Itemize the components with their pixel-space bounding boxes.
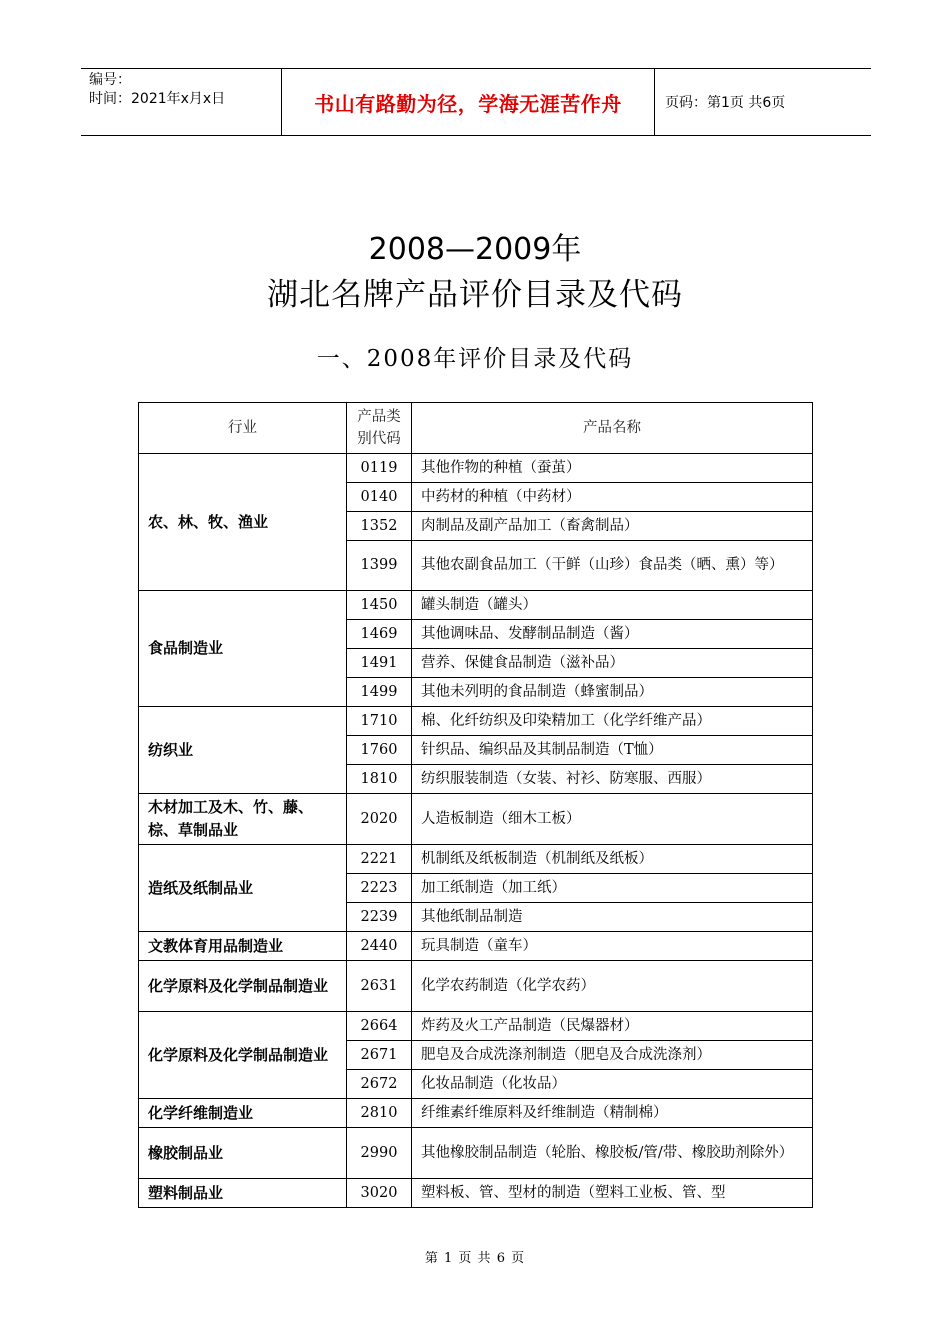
product-name-cell: 化学农药制造（化学农药） <box>412 961 813 1012</box>
industry-cell: 化学纤维制造业 <box>139 1099 347 1128</box>
industry-cell: 食品制造业 <box>139 591 347 707</box>
table-row <box>139 454 813 483</box>
title-years: 2008—2009年 <box>368 232 582 267</box>
industry-cell: 造纸及纸制品业 <box>139 845 347 932</box>
product-code-cell: 1810 <box>347 765 412 794</box>
product-name-cell: 肥皂及合成洗涤剂制造（肥皂及合成洗涤剂） <box>412 1041 813 1070</box>
product-code-cell: 2020 <box>347 794 412 845</box>
product-name-cell: 针织品、编织品及其制品制造（T恤） <box>412 736 813 765</box>
document-header <box>81 68 871 136</box>
table-row <box>139 932 813 961</box>
product-catalog-table <box>138 402 813 1208</box>
product-code-cell: 0140 <box>347 483 412 512</box>
product-name-cell: 棉、化纤纺织及印染精加工（化学纤维产品） <box>412 707 813 736</box>
product-code-cell: 1491 <box>347 649 412 678</box>
product-code-cell: 1450 <box>347 591 412 620</box>
product-name-cell: 其他调味品、发酵制品制造（酱） <box>412 620 813 649</box>
product-code-cell: 2672 <box>347 1070 412 1099</box>
product-name-cell: 塑料板、管、型材的制造（塑料工业板、管、型 <box>412 1179 813 1208</box>
product-name-cell: 纤维素纤维原料及纤维制造（精制棉） <box>412 1099 813 1128</box>
table-row <box>139 591 813 620</box>
table-row <box>139 961 813 1012</box>
product-code-cell: 2671 <box>347 1041 412 1070</box>
column-header-product: 产品名称 <box>412 403 813 454</box>
table-row <box>139 1179 813 1208</box>
page-footer: 第 1 页 共 6 页 <box>424 1251 526 1266</box>
product-name-cell: 中药材的种植（中药材） <box>412 483 813 512</box>
product-name-cell: 加工纸制造（加工纸） <box>412 874 813 903</box>
industry-cell: 塑料制品业 <box>139 1179 347 1208</box>
industry-cell: 纺织业 <box>139 707 347 794</box>
product-code-cell: 2239 <box>347 903 412 932</box>
product-code-cell: 0119 <box>347 454 412 483</box>
document-time-label: 时间：2021年x月x日 <box>89 91 226 107</box>
product-code-cell: 2990 <box>347 1128 412 1179</box>
document-number-label: 编号： <box>89 72 131 88</box>
header-slogan: 书山有路勤为径，学海无涯苦作舟 <box>314 91 622 116</box>
product-name-cell: 其他农副食品加工（干鲜（山珍）食品类（晒、熏）等） <box>412 541 813 591</box>
table-header-row <box>139 403 813 454</box>
product-code-cell: 2221 <box>347 845 412 874</box>
header-slogan-cell <box>282 69 655 135</box>
column-header-code: 产品类别代码 <box>347 403 412 454</box>
table-row <box>139 845 813 874</box>
product-code-cell: 1399 <box>347 541 412 591</box>
section-title: 一、2008年评价目录及代码 <box>316 346 634 372</box>
product-name-cell: 罐头制造（罐头） <box>412 591 813 620</box>
industry-cell: 化学原料及化学制品制造业 <box>139 1012 347 1099</box>
product-code-cell: 1760 <box>347 736 412 765</box>
header-meta <box>81 69 282 135</box>
product-code-cell: 2440 <box>347 932 412 961</box>
table-row <box>139 707 813 736</box>
product-code-cell: 3020 <box>347 1179 412 1208</box>
product-code-cell: 2223 <box>347 874 412 903</box>
column-header-industry: 行业 <box>139 403 347 454</box>
product-code-cell: 1710 <box>347 707 412 736</box>
table-row <box>139 1128 813 1179</box>
product-name-cell: 营养、保健食品制造（滋补品） <box>412 649 813 678</box>
product-name-cell: 其他橡胶制品制造（轮胎、橡胶板/管/带、橡胶助剂除外） <box>412 1128 813 1179</box>
product-name-cell: 机制纸及纸板制造（机制纸及纸板） <box>412 845 813 874</box>
header-page-label: 页码：第1页 共6页 <box>665 95 786 111</box>
product-name-cell: 其他纸制品制造 <box>412 903 813 932</box>
page-title: 湖北名牌产品评价目录及代码 <box>267 277 683 313</box>
industry-cell: 文教体育用品制造业 <box>139 932 347 961</box>
product-name-cell: 人造板制造（细木工板） <box>412 794 813 845</box>
product-code-cell: 1469 <box>347 620 412 649</box>
industry-cell: 木材加工及木、竹、藤、棕、草制品业 <box>139 794 347 845</box>
table-body <box>139 403 813 1208</box>
product-name-cell: 肉制品及副产品加工（畜禽制品） <box>412 512 813 541</box>
header-page-cell <box>655 69 871 135</box>
table-row <box>139 1099 813 1128</box>
product-code-cell: 2631 <box>347 961 412 1012</box>
product-code-cell: 1499 <box>347 678 412 707</box>
product-code-cell: 1352 <box>347 512 412 541</box>
table-row <box>139 1012 813 1041</box>
table-row <box>139 794 813 845</box>
industry-cell: 橡胶制品业 <box>139 1128 347 1179</box>
product-name-cell: 纺织服装制造（女装、衬衫、防寒服、西服） <box>412 765 813 794</box>
industry-cell: 农、林、牧、渔业 <box>139 454 347 591</box>
product-code-cell: 2810 <box>347 1099 412 1128</box>
product-name-cell: 其他作物的种植（蚕茧） <box>412 454 813 483</box>
product-name-cell: 其他未列明的食品制造（蜂蜜制品） <box>412 678 813 707</box>
industry-cell: 化学原料及化学制品制造业 <box>139 961 347 1012</box>
product-name-cell: 炸药及火工产品制造（民爆器材） <box>412 1012 813 1041</box>
product-name-cell: 化妆品制造（化妆品） <box>412 1070 813 1099</box>
product-code-cell: 2664 <box>347 1012 412 1041</box>
product-name-cell: 玩具制造（童车） <box>412 932 813 961</box>
